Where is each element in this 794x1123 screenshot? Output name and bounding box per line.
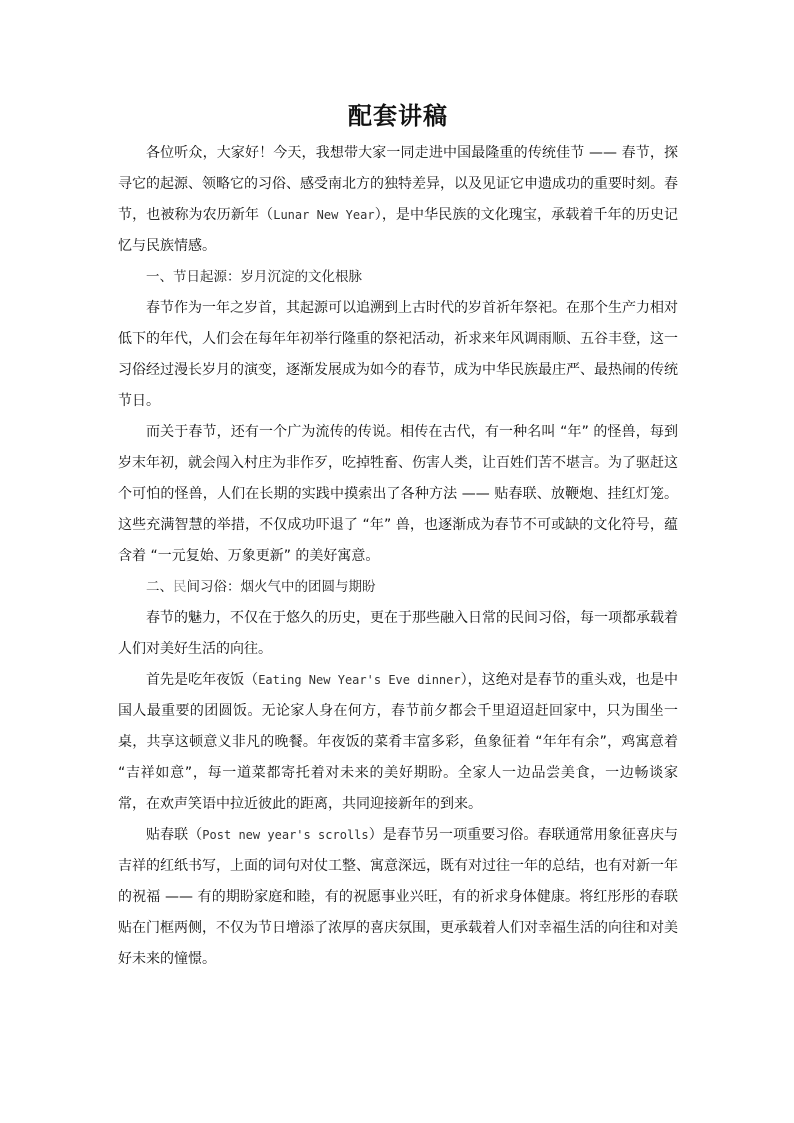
section-heading-customs-suffix: 间习俗：烟火气中的团圆与期盼: [186, 579, 376, 595]
section-heading-origin-text: 一、节日起源：岁月沉淀的文化根脉: [146, 269, 362, 285]
section-heading-origin: [118, 262, 678, 293]
customs-paragraph-intro: 春节的魅力，不仅在于悠久的历史，更在于那些融入日常的民间习俗，每一项都承载着人们对美好生活的向往。: [118, 610, 678, 657]
scrolls-text-after: ）是春节另一项重要习俗。春联通常用象征喜庆与吉祥的红纸书写，上面的词句对仗工整、寓意深远，既有对过往一年的总结，也有对新一年的祝福 —— 有的期盼家庭和睦，有的祝愿事业兴旺，有的祈求身体健康。将红彤彤的春联贴在门框两侧，不仅为节日增添了浓厚的喜庆氛围，更承载着人们对幸福生活的向往和对美好未来的憧憬。: [118, 827, 679, 967]
scrolls-latin-term: Post new year's scrolls: [202, 828, 369, 842]
origin-paragraph-1: 春节作为一年之岁首，其起源可以追溯到上古时代的岁首祈年祭祀。在那个生产力相对低下的年代，人们会在每年年初举行隆重的祭祀活动，祈求来年风调雨顺、五谷丰登，这一习俗经过漫长岁月的演变，逐渐发展成为如今的春节，成为中华民族最庄严、最热闹的传统节日。: [118, 300, 678, 409]
intro-text-after: ），是中华民族的文化瑰宝，承载着千年的历史记忆与民族情感。: [118, 207, 679, 254]
dinner-text-before: 首先是吃年夜饭（: [146, 672, 259, 688]
document-title: 配套讲稿: [348, 102, 448, 130]
scrolls-text-before: 贴春联（: [146, 827, 203, 843]
intro-paragraph: [118, 138, 678, 262]
document-page: [118, 100, 678, 975]
section-heading-customs-muted: 民: [173, 579, 187, 595]
origin-paragraph-legend: 而关于春节，还有一个广为流传的传说。相传在古代，有一种名叫 “年” 的怪兽，每到岁末年初，就会闯入村庄为非作歹，吃掉牲畜、伤害人类，让百姓们苦不堪言。为了驱赶这个可怕的怪兽，人们在长期的实践中摸索出了各种方法 —— 贴春联、放鞭炮、挂红灯笼。这些充满智慧的举措，不仅成功吓退了 “年” 兽，也逐渐成为春节不可或缺的文化符号，蕴含着 “一元复始、万象更新” 的美好寓意。: [118, 424, 678, 564]
customs-paragraph-scrolls: [118, 820, 678, 975]
customs-paragraph-dinner: [118, 665, 678, 820]
intro-text-before: 各位听众，大家好！今天，我想带大家一同走进中国最隆重的传统佳节 —— 春节，探寻它的起源、领略它的习俗、感受南北方的独特差异，以及见证它申遗成功的重要时刻。春节，也被称为农历新年（: [118, 145, 678, 223]
intro-latin-term: Lunar New Year: [273, 208, 375, 222]
dinner-text-after: ），这绝对是春节的重头戏，也是中国人最重要的团圆饭。无论家人身在何方，春节前夕都会千里迢迢赶回家中，只为围坐一桌，共享这顿意义非凡的晚餐。年夜饭的菜肴丰富多彩，鱼象征着 “年年有余”，鸡寓意着 “吉祥如意”，每一道菜都寄托着对未来的美好期盼。全家人一边品尝美食，一边畅谈家常，在欢声笑语中拉近彼此的距离，共同迎接新年的到来。: [118, 672, 678, 812]
section-heading-customs: [118, 572, 678, 603]
section-heading-customs-prefix: 二、: [146, 579, 173, 595]
dinner-latin-term: Eating New Year's Eve dinner: [258, 673, 461, 687]
